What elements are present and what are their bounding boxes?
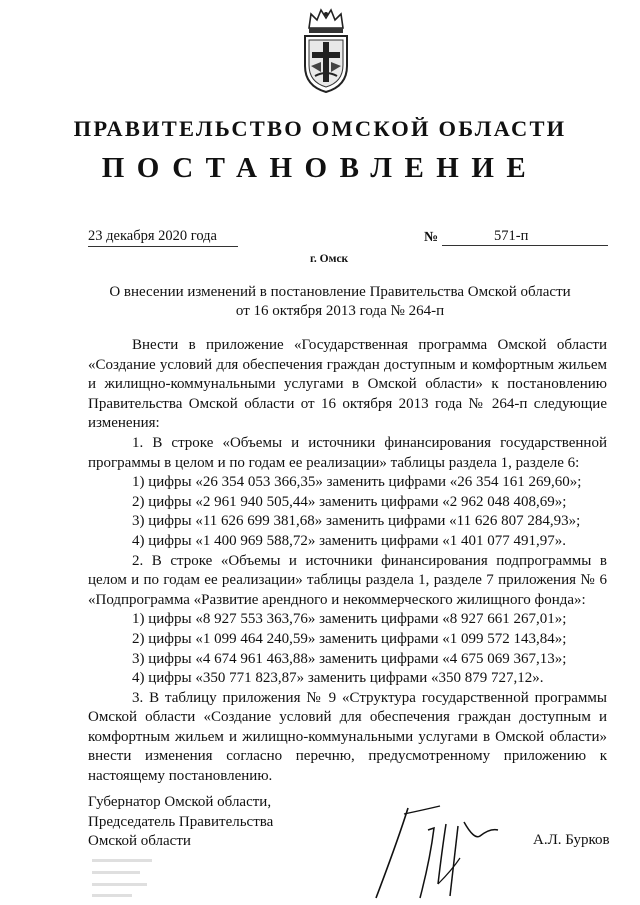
item-2-sub-4: 4) цифры «350 771 823,87» заменить цифрами «350 879 727,12».: [132, 670, 544, 687]
city-label: г. Омск: [310, 253, 349, 265]
omsk-coat-of-arms-icon: [297, 6, 355, 94]
document-subject: [60, 283, 620, 321]
signatory-position: [88, 793, 273, 852]
item-1-sub-2: 2) цифры «2 961 940 505,44» заменить цифрами «2 962 048 408,69»;: [132, 493, 567, 510]
item-2-sub-1: 1) цифры «8 927 553 363,76» заменить цифрами «8 927 661 267,01»;: [132, 611, 567, 628]
document-body: [88, 336, 607, 787]
document-number: 571-п: [494, 228, 529, 244]
item-2-sub-3: 3) цифры «4 674 961 463,88» заменить цифрами «4 675 069 367,13»;: [132, 650, 567, 667]
intro-paragraph: Внести в приложение «Государственная программа Омской области «Создание условий для обеспечения граждан доступным и комфортным жильем и жилищно-коммунальными услугами в Омской области» к постановлению Правительства Омской области от 16 октября 2013 года № 264-п следующие изменения:: [88, 337, 607, 432]
item-1: 1. В строке «Объемы и источники финансирования государственной программы в целом и по годам ее реализации» таблицы раздела 1, разделе 6:: [88, 434, 607, 471]
signatory-position-line-2: Председатель Правительства: [88, 813, 274, 830]
government-title: ПРАВИТЕЛЬСТВО ОМСКОЙ ОБЛАСТИ: [73, 116, 567, 141]
signatory-name: А.Л. Бурков: [533, 832, 610, 848]
document-type-title: ПОСТАНОВЛЕНИЕ: [101, 152, 539, 184]
faded-stamp-mark: [90, 855, 160, 900]
subject-line-1: О внесении изменений в постановление Правительства Омской области: [109, 284, 571, 300]
item-1-sub-4: 4) цифры «1 400 969 588,72» заменить цифрами «1 401 077 491,97».: [132, 532, 566, 549]
signatory-position-line-1: Губернатор Омской области,: [88, 794, 272, 810]
document-date: 23 декабря 2020 года: [88, 228, 238, 247]
number-underline: [442, 245, 608, 246]
item-2-sub-2: 2) цифры «1 099 464 240,59» заменить цифрами «1 099 572 143,84»;: [132, 630, 567, 647]
item-1-sub-3: 3) цифры «11 626 699 381,68» заменить цифрами «11 626 807 284,93»;: [132, 513, 581, 530]
number-label: №: [424, 230, 439, 245]
signatory-position-line-3: Омской области: [88, 833, 191, 849]
subject-line-2: от 16 октября 2013 года № 264-п: [235, 303, 445, 319]
handwritten-signature: [368, 800, 518, 900]
item-1-sub-1: 1) цифры «26 354 053 366,35» заменить цифрами «26 354 161 269,60»;: [132, 474, 582, 491]
item-3: 3. В таблицу приложения № 9 «Структура государственной программы Омской области «Создание условий для обеспечения граждан доступным и комфортным жильем и жилищно-коммунальными услугами в Омской области» внести изменения согласно перечню, предусмотренному приложению к настоящему постановлению.: [88, 689, 607, 785]
item-2: 2. В строке «Объемы и источники финансирования подпрограммы в целом и по годам ее реализации» таблицы раздела 1, разделе 7 приложения № 6 «Подпрограмма «Развитие арендного и некоммерческого жилищного фонда»:: [88, 552, 607, 608]
